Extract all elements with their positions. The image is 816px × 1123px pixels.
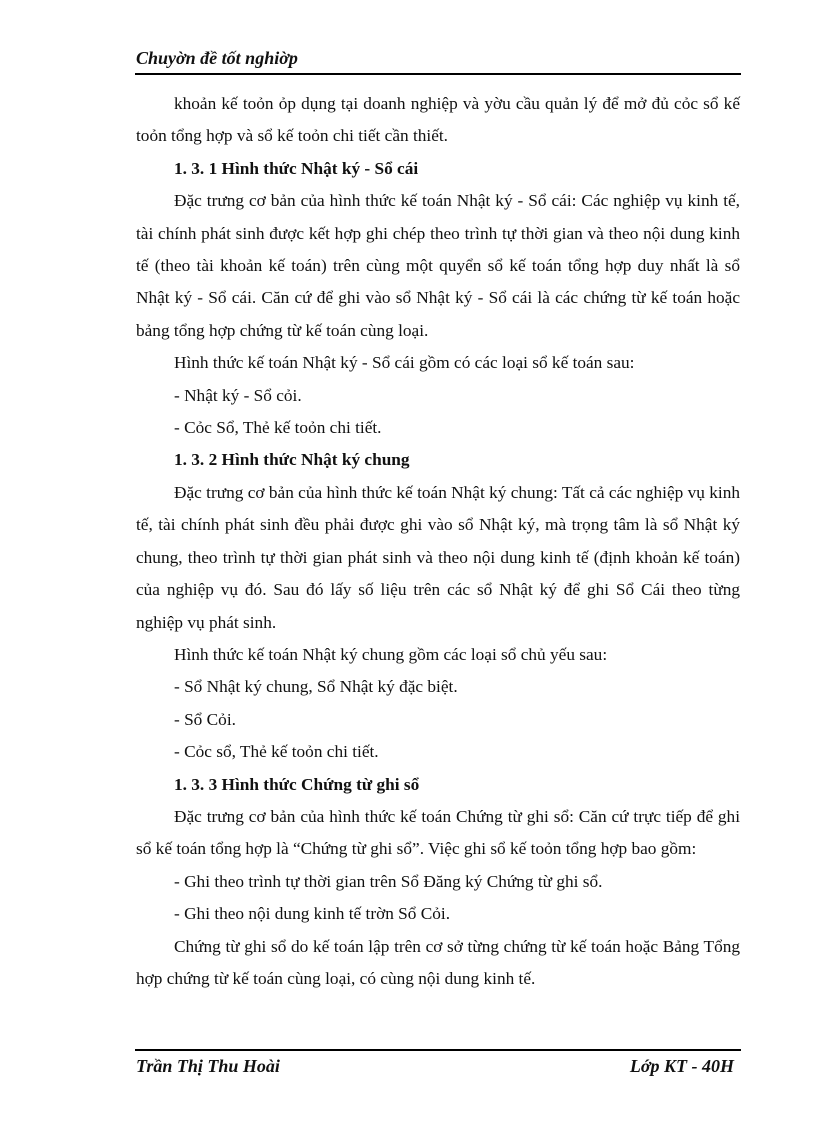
list-item: - Sổ Nhật ký chung, Sổ Nhật ký đặc biệt. [174,677,458,697]
list-item: - Nhật ký - Sổ cỏi. [174,385,302,405]
page-header [135,47,741,75]
footer-class: Lớp KT - 40H [629,1056,734,1076]
list-item: - Sổ Cỏi. [174,709,236,729]
paragraph-nhat-ky-chung-books: Hình thức kế toán Nhật ký chung gồm các loại sổ chủ yếu sau: [174,644,608,664]
list-item: - Cỏc Sổ, Thẻ kế toỏn chi tiết. [174,418,382,438]
paragraph-nhat-ky-so-cai-books: Hình thức kế toán Nhật ký - Sổ cái gồm có các loại sổ kế toán sau: [174,353,635,373]
page-footer [135,1049,741,1085]
header-title: Chuyờn đề tốt nghiờp [136,48,298,68]
paragraph-nhat-ky-so-cai: Đặc trưng cơ bản của hình thức kế toán Nhật ký - Sổ cái: Các nghiệp vụ kinh tế, tài chính phát sinh được kết hợp ghi chép theo trình tự thời gian và theo nội dung kinh tế (theo tài khoản kế toán) trên cùng một quyển sổ kế toán tổng hợp duy nhất là sổ Nhật ký - Sổ cái. Căn cứ để ghi vào sổ Nhật ký - Sổ cái là các chứng từ kế toán hoặc bảng tổng hợp chứng từ kế toán cùng loại. [136,191,740,340]
page-body [136,88,740,995]
paragraph-chung-tu-ghi-so-detail: Chứng từ ghi sổ do kế toán lập trên cơ sở từng chứng từ kế toán hoặc Bảng Tổng hợp chứng từ kế toán cùng loại, có cùng nội dung kinh tế. [136,936,740,988]
list-item: - Ghi theo nội dung kinh tế trờn Sổ Cỏi. [174,904,451,924]
list-item: - Ghi theo trình tự thời gian trên Sổ Đăng ký Chứng từ ghi sổ. [174,871,603,891]
paragraph-chung-tu-ghi-so: Đặc trưng cơ bản của hình thức kế toán Chứng từ ghi sổ: Căn cứ trực tiếp để ghi sổ kế toán tổng hợp là “Chứng từ ghi sổ”. Việc ghi sổ kế toỏn tổng hợp bao gồm: [136,806,740,859]
section-heading-chung-tu-ghi-so: 1. 3. 3 Hình thức Chứng từ ghi sổ [174,774,420,794]
footer-author: Trần Thị Thu Hoài [136,1056,280,1076]
paragraph-continuation: khoản kế toỏn ỏp dụng tại doanh nghiệp và yờu cầu quản lý để mở đủ cỏc sổ kế toỏn tổng hợp và sổ kế toỏn chi tiết cần thiết. [136,94,740,146]
list-item: - Cỏc sổ, Thẻ kế toỏn chi tiết. [174,742,379,762]
section-heading-nhat-ky-so-cai: 1. 3. 1 Hình thức Nhật ký - Sổ cái [174,158,419,178]
paragraph-nhat-ky-chung: Đặc trưng cơ bản của hình thức kế toán Nhật ký chung: Tất cả các nghiệp vụ kinh tế, tài chính phát sinh đều phải được ghi vào sổ Nhật ký, mà trọng tâm là sổ Nhật ký chung, theo trình tự thời gian phát sinh và theo nội dung kinh tế (định khoản kế toán) của nghiệp vụ đó. Sau đó lấy số liệu trên các sổ Nhật ký để ghi Sổ Cái theo từng nghiệp vụ phát sinh. [136,482,740,632]
section-heading-nhat-ky-chung: 1. 3. 2 Hình thức Nhật ký chung [174,450,410,470]
